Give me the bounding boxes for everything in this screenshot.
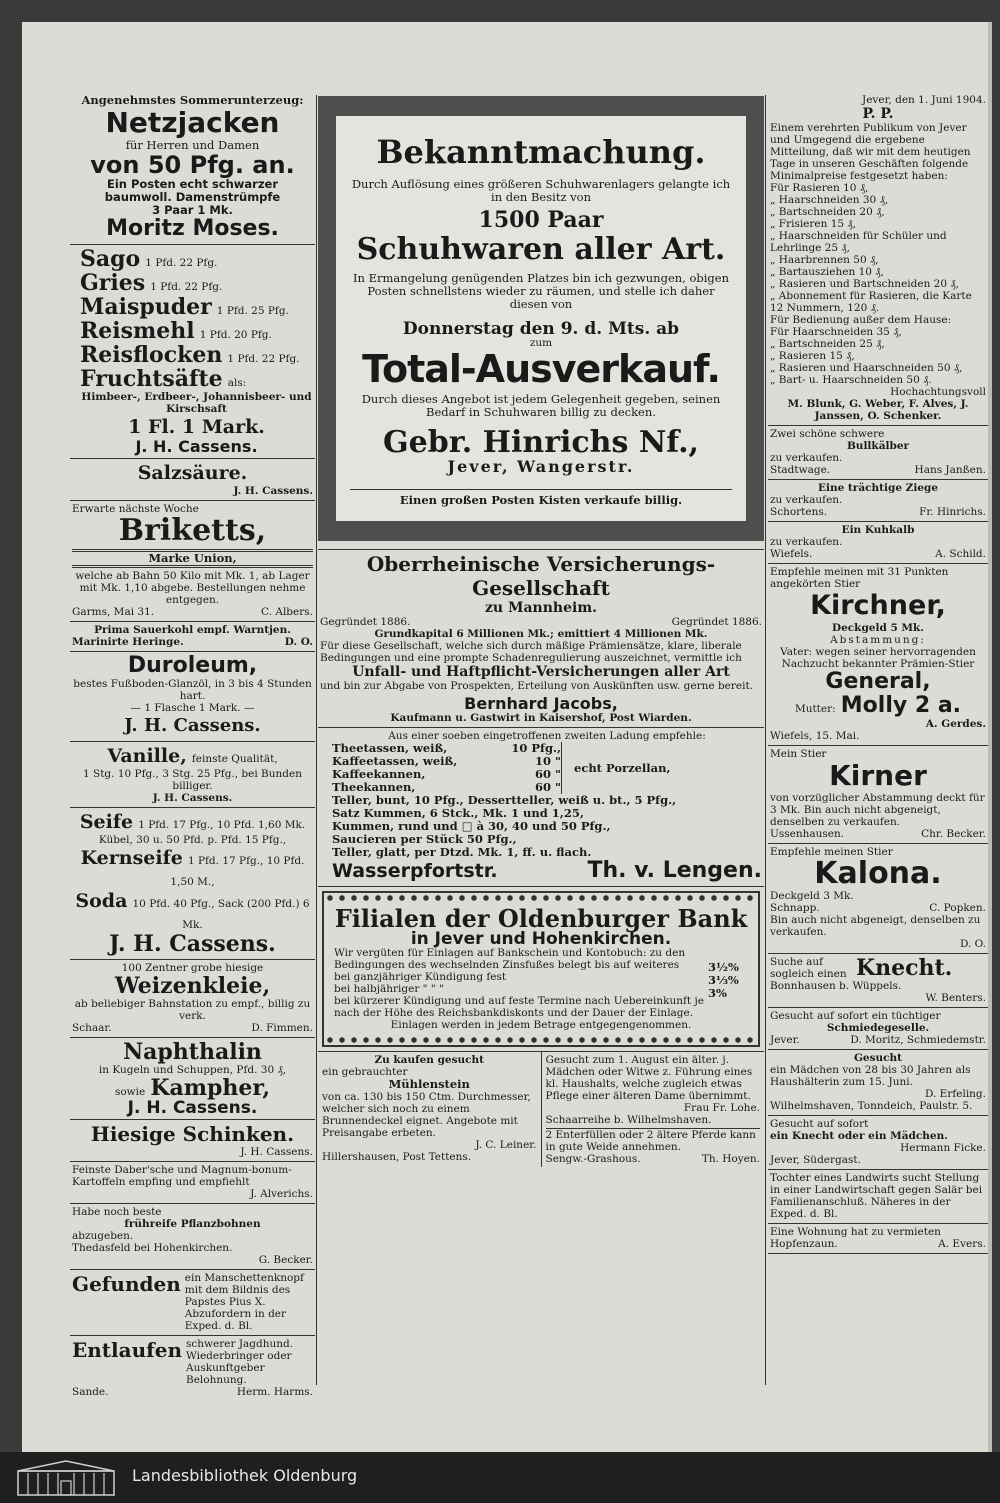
ad-address: Jever, Wangerstr.	[447, 457, 635, 476]
ad-text: Grundkapital 6 Millionen Mk.; emittiert 4 Millionen Mk.	[374, 628, 708, 640]
ad-text: ein gebrauchter	[322, 1066, 408, 1078]
ad-sauerkohl	[70, 622, 315, 652]
ad-total: Total-Ausverkauf.	[362, 347, 720, 391]
ad-text: Tochter eines Landwirts sucht Stellung in einer Landwirtschaft gegen Salär bei Familienanschluß. Näheres in der Exped. d. Bl.	[770, 1172, 983, 1220]
library-building-icon	[16, 1459, 116, 1497]
ad-headline: Angenehmstes Sommerunterzeug:	[81, 93, 304, 107]
ad-product: Knecht.	[856, 955, 953, 981]
ad-product: Weizenkleie,	[114, 973, 271, 999]
ad-bekanntmachung-inner	[336, 116, 746, 521]
goods-name: Reisflocken	[80, 342, 223, 368]
ad-text: Marke Union,	[72, 549, 313, 568]
ad-title: Oberrheinische Versicherungs-Gesellschaft	[366, 552, 716, 600]
ad-text: bestes Fußboden-Glanzöl, in 3 bis 4 Stunden hart.	[73, 678, 312, 702]
ad-product: Mühlenstein	[388, 1077, 470, 1091]
price-line: „ Bart- u. Haarschneiden 50 ₰.	[770, 374, 932, 386]
ad-text: Empfehle meinen mit 31 Punkten angekörten Stier	[770, 566, 949, 590]
ad-firm: A. Schild.	[935, 548, 986, 560]
ad-text: Habe noch beste	[72, 1206, 162, 1218]
ad-place: Schaarreihe b. Wilhelmshaven.	[545, 1114, 712, 1126]
ad-text: und bin zur Abgabe von Prospekten, Erteilung von Auskünften usw. gerne bereit.	[320, 680, 754, 692]
ad-firm: J. H. Cassens.	[127, 1098, 258, 1118]
ad-product: General,	[825, 669, 931, 694]
ad-product: Naphthalin	[123, 1039, 262, 1065]
ad-kuhkalb	[768, 522, 988, 564]
goods-row	[80, 367, 313, 391]
ad-text: zu verkaufen.	[770, 494, 843, 506]
ad-firm: Hans Janßen.	[914, 464, 986, 476]
ad-text: Mein Stier	[770, 748, 827, 760]
ad-product: Duroleum,	[127, 653, 258, 678]
ad-place: Ussenhausen.	[770, 828, 845, 840]
ad-place: Jever.	[770, 1034, 800, 1046]
ad-text: Gegründet 1886.	[671, 616, 762, 628]
ad-price: 1 Fl. 1 Mark.	[128, 416, 265, 438]
ad-product: Netzjacken	[105, 106, 280, 139]
goods-name: Maispuder	[80, 294, 212, 320]
ad-firm: Frau Fr. Lohe.	[683, 1102, 760, 1114]
bank-rate: 3½% 3⅓% 3%	[708, 960, 739, 1000]
ad-signature	[546, 1153, 761, 1165]
ad-text: Einen großen Posten Kisten verkaufe billig.	[350, 489, 732, 507]
dotted-border	[324, 1035, 758, 1045]
ad-text: baumwoll. Damenstrümpfe	[104, 190, 281, 204]
price-line: „ Rasieren und Bartschneiden 20 ₰,	[770, 278, 959, 290]
ad-text: Durch dieses Angebot ist jedem Gelegenheit gegeben, seinen Bedarf in Schuhwaren billig zu decken.	[361, 392, 721, 419]
ad-signature	[72, 1022, 313, 1034]
bank-body	[324, 903, 758, 1035]
ad-text: Erwarte nächste Woche	[72, 503, 199, 515]
ad-bekanntmachung	[318, 96, 764, 541]
ad-firm: C. Popken.	[929, 902, 986, 914]
ad-text: Bin auch nicht abgeneigt, denselben zu verkaufen.	[770, 914, 981, 938]
ad-price: 1 Stg. 10 Pfg., 3 Stg. 25 Pfg., bei Bunden billiger.	[83, 768, 302, 792]
ad-text: bei ganzjähriger Kündigung fest	[334, 971, 507, 983]
item-price: 60 "	[535, 767, 561, 781]
ad-text: von vorzüglicher Abstammung deckt für 3 Mk. Bin auch nicht abgeneigt, denselben zu verkaufen.	[770, 792, 985, 828]
ad-row	[320, 616, 762, 628]
ad-firm: J. H. Cassens.	[109, 931, 276, 957]
ad-tochter	[768, 1170, 988, 1224]
ad-text: bei halbjähriger " " "	[334, 983, 444, 995]
porzellan-list	[332, 742, 762, 794]
center-column	[318, 70, 764, 1167]
ad-text: Gesucht auf sofort ein tüchtiger	[770, 1010, 941, 1022]
goods-price: 1 Pfd. 22 Pfg.	[150, 281, 223, 293]
ad-firm: J. H. Cassens.	[152, 792, 233, 804]
ad-place: Hopfenzaun.	[770, 1238, 838, 1250]
ad-product: Gefunden	[72, 1272, 181, 1296]
ad-product: Ein Kuhkalb	[841, 524, 915, 536]
ad-firm: Th. Hoyen.	[701, 1153, 760, 1165]
price-line: „ Haarschneiden 30 ₰,	[770, 194, 889, 206]
ad-text: Wir vergüten für Einlagen auf Bankschein und Kontobuch: zu den Bedingungen des wechselnden Zinsfußes belegt bis auf weiteres	[334, 947, 686, 971]
ad-firm: Hermann Ficke.	[900, 1142, 986, 1154]
ad-text: Thedasfeld bei Hohenkirchen.	[72, 1242, 233, 1254]
ad-firm: J. H. Cassens.	[124, 715, 261, 736]
goods-row	[80, 271, 313, 295]
ad-place: Wiefels.	[770, 548, 813, 560]
ad-salzsaeure	[70, 459, 315, 501]
ad-product: Schmiedegeselle.	[826, 1022, 930, 1034]
item-name: Theekannen,	[332, 780, 416, 794]
ad-vanille	[70, 742, 315, 808]
goods-name: Reismehl	[80, 318, 195, 344]
ad-price: Kübel, 30 u. 50 Pfd. p. Pfd. 15 Pfg.,	[98, 834, 287, 846]
ad-text: bei kürzerer Kündigung und auf feste Termine nach Uebereinkunft je nach der Höhe des Reichsbankdiskonts und der Dauer der Einlage.	[334, 995, 704, 1019]
ad-firm: Th. v. Lengen.	[587, 858, 762, 883]
goods-name: Sago	[80, 246, 141, 272]
ad-title: Bekanntmachung.	[376, 133, 706, 171]
small-ads	[318, 1051, 764, 1167]
ad-text: Einlagen werden in jedem Betrage entgegengenommen.	[390, 1019, 692, 1031]
ad-place: Jever, Südergast.	[770, 1154, 861, 1166]
ad-signature	[770, 1034, 986, 1046]
ad-signature	[770, 464, 986, 476]
ad-seife	[70, 808, 315, 960]
ad-firm: D. Fimmen.	[251, 1022, 313, 1034]
ad-product: Kalona.	[814, 856, 942, 891]
item-price: 10 Pfg.,	[511, 741, 561, 755]
ad-text: von ca. 130 bis 150 Ctm. Durchmesser, welcher sich noch zu einem Brunnendeckel eignet. Angebote mit Preisangabe erbeten.	[322, 1091, 531, 1139]
ad-text: Ein Posten echt schwarzer	[106, 177, 279, 191]
ad-signature	[332, 859, 762, 883]
ad-text: Prima Sauerkohl empf. Warntjen.	[94, 624, 291, 636]
ad-text: als:	[227, 377, 247, 389]
ad-netzjacken	[70, 92, 315, 245]
ad-firm: J. H. Cassens.	[233, 485, 313, 497]
ad-text: Saucieren per Stück 50 Pfg.,	[332, 832, 517, 846]
ad-price: 1 Pfd. 17 Pfg., 10 Pfd. 1,50 M.,	[170, 855, 305, 888]
ad-text: ab beliebiger Bahnstation zu empf., billig zu verk.	[74, 998, 311, 1022]
ad-haushaelterin	[768, 1050, 988, 1116]
ad-product: Kampher,	[150, 1075, 271, 1101]
ad-knecht-maedchen	[768, 1116, 988, 1170]
ad-muehlenstein	[318, 1052, 542, 1167]
ad-firm: D. Erfeling.	[924, 1088, 986, 1100]
ad-text: Gesucht auf sofort	[770, 1118, 869, 1130]
price-line: „ Rasieren und Haarschneiden 50 ₰,	[770, 362, 963, 374]
ad-firm: D. Moritz, Schmiedemstr.	[850, 1034, 986, 1046]
ad-text: Deckgeld 3 Mk.	[770, 890, 854, 902]
bank-terms	[334, 947, 708, 1019]
ad-signature	[770, 828, 986, 840]
ad-schinken	[70, 1120, 315, 1162]
ad-text: schwerer Jagdhund. Wiederbringer oder Auskunftgeber Belohnung.	[186, 1338, 294, 1386]
ad-text: für Herren und Damen	[125, 138, 260, 152]
ad-price: 10 Pfd. 40 Pfg., Sack (200 Pfd.) 6 Mk.	[132, 898, 310, 931]
ad-address: Wasserpfortstr.	[332, 860, 498, 882]
ad-qty: 1500 Paar	[478, 207, 604, 233]
ad-product: Eine trächtige Ziege	[817, 482, 939, 494]
ad-product: Schuhwaren aller Art.	[356, 232, 726, 267]
ad-text: Kaufmann u. Gastwirt in Kaisershof, Post Wiarden.	[390, 712, 692, 724]
ad-text: Zwei schöne schwere	[770, 428, 885, 440]
ad-kirner	[768, 746, 988, 844]
ad-text: Gesucht zum 1. August ein älter. j. Mädchen oder Witwe z. Führung eines kl. Haushalts, welche zugleich etwas Pflege einer älteren Dame übernimmt.	[545, 1054, 753, 1102]
ad-product: Molly 2 a.	[840, 693, 962, 718]
ad-entlaufen	[70, 1336, 315, 1401]
ad-date: Jever, den 1. Juni 1904.	[862, 94, 986, 106]
item-price: 10 "	[535, 754, 561, 768]
ad-place: Hillershausen, Post Tettens.	[322, 1151, 472, 1163]
price-line: „ Haarbrennen 50 ₰,	[770, 254, 879, 266]
right-column	[768, 92, 988, 1254]
ad-text: In Ermangelung genügenden Platzes bin ich gezwungen, obigen Posten schnellstens wieder zu räumen, und stelle ich daher diesen von	[352, 271, 730, 311]
ad-schmiedegeselle	[768, 1008, 988, 1050]
price-line: „ Bartschneiden 20 ₰,	[770, 206, 885, 218]
ad-firm: A. Gerdes.	[925, 718, 986, 730]
ad-text: Eine Wohnung hat zu vermieten	[770, 1226, 941, 1238]
ad-place: Wilhelmshaven, Tonndeich, Paulstr. 5.	[770, 1100, 973, 1112]
ad-firm: J. H. Cassens.	[240, 1146, 313, 1158]
ad-place: Schaar.	[72, 1022, 112, 1034]
ad-text: echt Porzellan,	[574, 760, 671, 775]
ad-place: Schortens.	[770, 506, 828, 518]
ad-text: Abstammung:	[830, 634, 926, 646]
left-column	[70, 92, 315, 1401]
ad-product: Seife	[79, 811, 134, 833]
ad-text: Für diese Gesellschaft, welche sich durch mäßige Prämiensätze, klare, liberale Bedingungen und eine prompte Schadenregulierung auszeichnet, vermittle ich	[320, 640, 742, 664]
ad-ziege	[768, 480, 988, 522]
ad-text: zum	[529, 337, 553, 349]
ad-firm: Moritz Moses.	[106, 216, 279, 241]
ad-product: Bullkälber	[846, 440, 910, 452]
ad-firm: Fr. Hinrichs.	[919, 506, 986, 518]
ad-text: ein Mädchen von 28 bis 30 Jahren als Haushälterin zum 15. Juni.	[770, 1064, 971, 1088]
column-rule	[765, 95, 766, 1385]
ad-wohnung	[768, 1224, 988, 1254]
price-line: Für Rasieren 10 ₰,	[770, 182, 869, 194]
ad-text: in Kugeln und Schuppen, Pfd. 30 ₰,	[98, 1064, 287, 1076]
ad-text: Gegründet 1886.	[320, 616, 411, 628]
ad-text: feinste Qualität,	[191, 753, 278, 765]
ad-text: ein Manschettenknopf mit dem Bildnis des Papstes Pius X. Abzufordern in der Exped. d. Bl.	[184, 1272, 304, 1332]
goods-price: 1 Pfd. 25 Pfg.	[216, 305, 289, 317]
ad-place: Garms, Mai 31.	[72, 606, 155, 618]
ad-product: Soda	[75, 890, 128, 912]
ad-text: Teller, glatt, per Dtzd. Mk. 1, ff. u. flach.	[332, 845, 592, 859]
ad-text	[72, 636, 313, 648]
ad-firm: J. C. Leiner.	[475, 1139, 537, 1151]
ad-product: Briketts,	[118, 513, 267, 548]
item-price: 60 "	[535, 780, 561, 794]
ad-text: 100 Zentner grobe hiesige	[121, 962, 264, 974]
ad-briketts	[70, 501, 315, 622]
goods-price: 1 Pfd. 22 Pfg.	[145, 257, 218, 269]
ad-text: Mutter:	[794, 703, 836, 715]
ad-gesucht-maedchen	[542, 1052, 765, 1167]
ad-signature	[770, 902, 986, 914]
ad-firm: W. Benters.	[925, 992, 986, 1004]
price-line: „ Bartausziehen 10 ₰,	[770, 266, 884, 278]
ad-text: zu Mannheim.	[484, 600, 598, 616]
ad-firm: Gebr. Hinrichs Nf.,	[383, 425, 699, 460]
ad-place: Sengw.-Grashous.	[545, 1153, 641, 1165]
ad-product: ein Knecht oder ein Mädchen.	[770, 1130, 948, 1142]
ad-text: Empfehle meinen Stier	[770, 846, 893, 858]
ad-product: Kernseife	[80, 847, 183, 869]
ad-firm: J. H. Cassens.	[135, 437, 258, 456]
ad-price: von 50 Pfg. an.	[90, 151, 295, 179]
ad-product: Hiesige Schinken.	[90, 1122, 295, 1146]
ad-headline: Gesucht	[853, 1052, 903, 1064]
ad-gefunden	[70, 1270, 315, 1336]
ad-firm: C. Albers.	[261, 606, 313, 618]
ad-firm: Chr. Becker.	[921, 828, 986, 840]
ad-text: sowie	[114, 1086, 146, 1098]
goods-row	[80, 247, 313, 271]
ad-headline: Zu kaufen gesucht	[374, 1054, 485, 1066]
ad-text: 3 Paar 1 Mk.	[152, 203, 233, 217]
ad-text: welche ab Bahn 50 Kilo mit Mk. 1, ab Lager mit Mk. 1,10 abgebe. Bestellungen nehme entgegen.	[75, 570, 310, 606]
item-name: Kaffeetassen, weiß,	[332, 754, 458, 768]
ad-text: Marinirte Heringe.	[72, 636, 184, 648]
ad-signature	[72, 1386, 313, 1398]
ad-row	[770, 956, 986, 980]
price-line: Für Haarschneiden 35 ₰,	[770, 326, 902, 338]
ad-text: 2 Enterfüllen oder 2 ältere Pferde kann in gute Weide annehmen.	[546, 1128, 761, 1153]
ad-signature	[770, 1238, 986, 1250]
ad-firm: A. Evers.	[938, 1238, 986, 1250]
ad-place: Stadtwage.	[770, 464, 831, 476]
ad-porzellan	[318, 728, 764, 887]
ad-text: Kummen, rund und □ à 30, 40 und 50 Pfg.,	[332, 819, 611, 833]
ad-pflanzbohnen	[70, 1204, 315, 1270]
ad-friseure	[768, 92, 988, 426]
ad-oldenburger-bank	[322, 891, 760, 1047]
ad-text: Himbeer-, Erdbeer-, Johannisbeer- und Kirschsaft	[81, 391, 312, 415]
ad-signature	[770, 548, 986, 560]
ad-text: Teller, bunt, 10 Pfg., Dessertteller, weiß u. bt., 5 Pfg.,	[332, 793, 677, 807]
ad-text: Satz Kummen, 6 Stck., Mk. 1 und 1,25,	[332, 806, 584, 820]
goods-row	[80, 319, 313, 343]
ad-text: in Jever und Hohenkirchen.	[410, 929, 672, 949]
library-name: Landesbibliothek Oldenburg	[132, 1466, 358, 1485]
item-name: Theetassen, weiß,	[332, 741, 448, 755]
ad-title: Filialen der Oldenburger Bank	[334, 904, 748, 933]
ad-product: Entlaufen	[72, 1338, 182, 1362]
bank-rates	[334, 947, 748, 1019]
ad-product: Kirchner,	[810, 590, 946, 621]
dotted-border	[324, 893, 758, 903]
column-rule	[316, 95, 317, 1385]
ad-place: Sande.	[72, 1386, 109, 1398]
ad-firm: G. Becker.	[258, 1254, 313, 1266]
ad-knecht	[768, 954, 988, 1008]
ad-kirchner	[768, 564, 988, 746]
goods-name: Fruchtsäfte	[80, 366, 223, 392]
ad-bullkaelber	[768, 426, 988, 480]
ad-firm: D. O.	[959, 938, 986, 950]
ad-kalona	[768, 844, 988, 954]
ad-text: Vater: wegen seiner hervorragenden Nachzucht bekannter Prämien-Stier	[780, 646, 976, 670]
ad-duroleum	[70, 652, 315, 742]
ad-text: Bonnhausen b. Wüppels.	[770, 980, 902, 992]
ad-firm: M. Blunk, G. Weber, F. Alves, J. Janssen, O. Schenker.	[787, 398, 969, 422]
ad-text: Deckgeld 5 Mk.	[832, 622, 924, 634]
ad-text: Hochachtungsvoll	[890, 386, 986, 398]
ad-product: Salzsäure.	[137, 462, 248, 484]
ad-place: Wiefels, 15. Mai.	[770, 730, 860, 742]
ad-product: Kirner	[829, 759, 927, 792]
price-line: „ Bartschneiden 25 ₰,	[770, 338, 885, 350]
ad-firm: Bernhard Jacobs,	[464, 694, 618, 713]
ad-product: Vanille,	[107, 745, 187, 767]
ad-signature	[770, 506, 986, 518]
ad-groceries	[70, 245, 315, 459]
ad-text: zu verkaufen.	[770, 536, 843, 548]
library-footer	[0, 1452, 1000, 1503]
goods-price: 1 Pfd. 20 Pfg.	[199, 329, 272, 341]
goods-row	[80, 295, 313, 319]
ad-signature	[72, 606, 313, 618]
porzellan-items	[332, 742, 562, 794]
ad-text: zu verkaufen.	[770, 452, 843, 464]
ad-text: Durch Auflösung eines größeren Schuhwarenlagers gelangte ich in den Besitz von	[351, 177, 731, 204]
goods-price: 1 Pfd. 22 Pfg.	[227, 353, 300, 365]
price-line: „ Rasieren 15 ₰,	[770, 350, 855, 362]
ad-firm: J. Alverichs.	[250, 1188, 313, 1200]
ad-text: Aus einer soeben eingetroffenen zweiten Ladung empfehle:	[388, 730, 706, 742]
ad-text: Unfall- und Haftpflicht-Versicherungen aller Art	[352, 664, 730, 680]
price-line: „ Frisieren 15 ₰,	[770, 218, 857, 230]
ad-text: Suche auf sogleich einen	[770, 956, 847, 980]
ad-date: Donnerstag den 9. d. Mts. ab	[402, 319, 680, 339]
goods-name: Gries	[80, 270, 146, 296]
ad-place: Schnapp.	[770, 902, 820, 914]
ad-text: Für Bedienung außer dem Hause:	[770, 314, 952, 326]
ad-firm: Herm. Harms.	[236, 1386, 313, 1398]
ad-firm: D. O.	[284, 636, 313, 648]
ad-weizenkleie	[70, 960, 315, 1038]
ad-naphthalin	[70, 1038, 315, 1120]
price-line: „ Abonnement für Rasieren, die Karte 12 Nummern, 120 ₰.	[770, 290, 972, 314]
goods-row	[80, 343, 313, 367]
ad-product: frühreife Pflanzbohnen	[124, 1218, 261, 1230]
ad-versicherung	[318, 549, 764, 728]
ad-kartoffeln	[70, 1162, 315, 1204]
ad-text: Einem verehrten Publikum von Jever und Umgegend die ergebene Mitteilung, daß wir mit dem heutigen Tage in unseren Geschäften folgende Minimalpreise festgesetzt haben:	[770, 122, 971, 182]
ad-text: — 1 Flasche 1 Mark. —	[130, 702, 255, 714]
price-line: „ Haarschneiden für Schüler und Lehrlinge 25 ₰,	[770, 230, 947, 254]
ad-text: abzugeben.	[72, 1230, 134, 1242]
ad-text: Feinste Daber'sche und Magnum-bonum-Kartoffeln empfing und empfiehlt	[72, 1164, 292, 1188]
ad-title: P. P.	[862, 106, 894, 122]
item-name: Kaffeekannen,	[332, 767, 426, 781]
ad-price: 1 Pfd. 17 Pfg., 10 Pfd. 1,60 Mk.	[138, 819, 306, 831]
